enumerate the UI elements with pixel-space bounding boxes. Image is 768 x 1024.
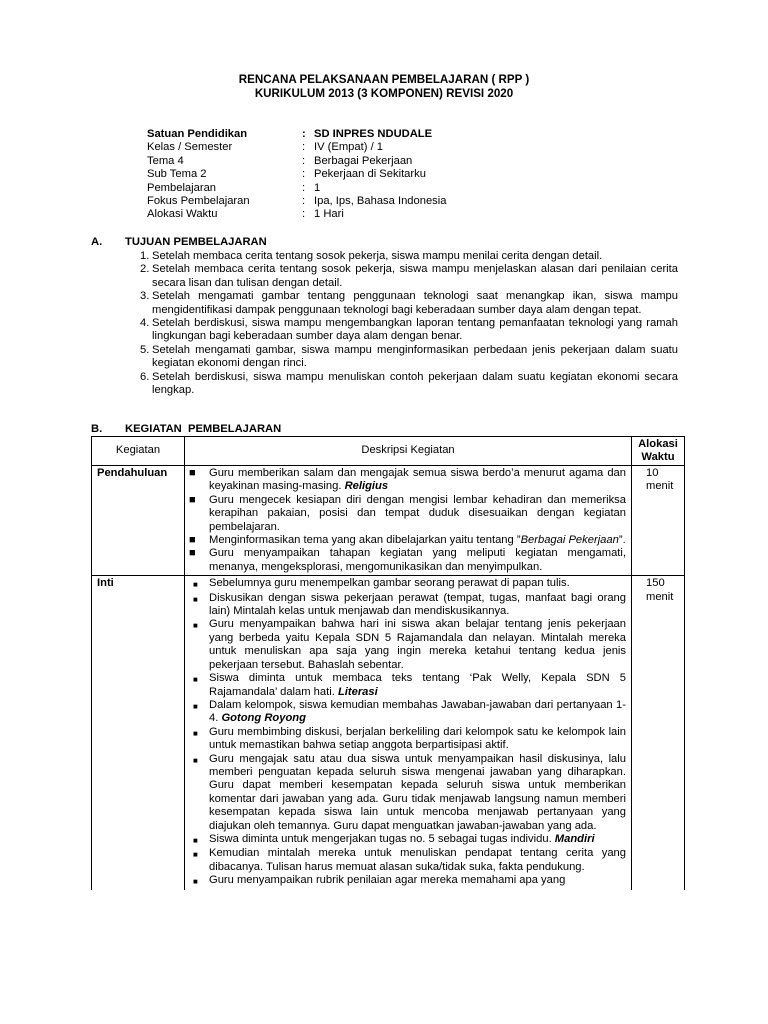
table-row	[92, 466, 685, 576]
list-item	[187, 547, 626, 574]
item-number: 5.	[140, 343, 150, 356]
item-text: Guru menyampaikan bahwa hari ini siswa akan belajar tentang jenis pekerjaan yang berbeda yaitu Kepala SDN 5 Rajamandala dan nelayan. Mintalah mereka untuk menuliskan apa saja yang ingin mereka ketahui tentang kedua jenis pekerjaan tersebut. Bahaslah sebentar.	[209, 618, 626, 671]
item-number: 4.	[140, 317, 150, 330]
info-key: Pembelajaran	[147, 181, 217, 194]
item-text: Diskusikan dengan siswa pekerjaan perawat (tempat, tugas, manfaat bagi orang lain) Mintalah kelas untuk menjawab dan mendiskusikannya.	[209, 591, 626, 618]
deskripsi-cell	[185, 466, 632, 576]
info-row	[147, 182, 446, 195]
list-item	[187, 494, 626, 534]
item-text: Sebelumnya guru menempelkan gambar seorang perawat di papan tulis.	[209, 577, 570, 590]
item-text-post: ”.	[618, 534, 626, 547]
bullet-icon: ■	[193, 877, 198, 887]
alokasi-cell	[632, 466, 685, 576]
kegiatan-label: Inti	[97, 577, 114, 590]
list-item	[128, 250, 678, 263]
item-text: Guru mengajak satu atau dua siswa untuk menyampaikan hasil diskusinya, lalu memberi penguatan kepada seluruh siswa mengenai jawaban yang diharapkan. Guru dapat memberi kesempatan kepada seluruh siswa untuk memberikan komentar dari jawaban yang ada. Guru tidak menjawab langsung namun memberi kesempatan kepada siswa lain untuk mencoba menjawab pertanyaan yang diajukan oleh temannya. Guru dapat menguatkan jawaban-jawaban yang ada.	[209, 752, 626, 832]
item-number: 1.	[140, 250, 150, 262]
info-sep: :	[302, 194, 306, 207]
deskripsi-cell	[185, 576, 632, 890]
info-row	[147, 168, 446, 181]
info-value: Berbagai Pekerjaan	[314, 154, 413, 167]
bullet-icon: ■	[193, 850, 198, 860]
section-title: KEGIATAN PEMBELAJARAN	[125, 423, 282, 435]
info-sep: :	[302, 154, 306, 167]
list-item	[187, 874, 626, 888]
document-title: RENCANA PELAKSANAAN PEMBELAJARAN ( RPP )	[238, 73, 530, 86]
identity-block	[147, 128, 446, 222]
activities-table	[91, 436, 685, 890]
bullet-icon: ■	[193, 621, 198, 631]
item-text-pre: Menginformasikan tema yang akan dibelajarkan yaitu tentang ”	[209, 534, 521, 547]
list-item	[187, 534, 626, 547]
item-number: 6.	[140, 370, 150, 383]
character-tag: Literasi	[337, 685, 378, 698]
info-value: 1	[314, 181, 321, 194]
item-text: Setelah berdiskusi, siswa mampu mengembangkan laporan tentang pemanfaatan teknologi yang ramah lingkungan bagi keberadaan sumber daya alam dengan benar.	[152, 317, 678, 343]
info-key: Kelas / Semester	[147, 141, 233, 154]
info-value: Ipa, Ips, Bahasa Indonesia	[314, 194, 447, 207]
item-text: Setelah mengamati gambar, siswa mampu menginformasikan perbedaan jenis pekerjaan dalam suatu kegiatan ekonomi dengan rinci.	[152, 343, 678, 370]
list-item	[128, 317, 678, 344]
col-header-alokasi: Alokasi Waktu	[632, 437, 685, 466]
item-text: Siswa diminta untuk membaca teks tentang ‘Pak Welly, Kepala SDN 5 Rajamandala’ dalam hati.	[209, 672, 626, 698]
document-subtitle: KURIKULUM 2013 (3 KOMPONEN) REVISI 2020	[254, 87, 514, 100]
list-item	[187, 618, 626, 672]
item-text: Guru menyampaikan rubrik penilaian agar mereka memahami apa yang	[209, 874, 566, 887]
info-row	[147, 128, 446, 141]
bullet-icon: ■	[193, 594, 198, 604]
section-letter: A.	[91, 236, 103, 248]
item-text: Setelah membaca cerita tentang sosok pekerja, siswa mampu menjelaskan alasan dari penilaian cerita secara lisan dan tulisan dengan detail.	[152, 263, 678, 289]
list-item	[187, 726, 626, 753]
info-row	[147, 208, 446, 221]
list-item	[187, 833, 626, 847]
table-header-row	[92, 437, 685, 466]
list-item	[187, 699, 626, 726]
info-sep: :	[302, 128, 306, 140]
list-item	[128, 290, 678, 317]
bullet-icon: ■	[193, 728, 198, 738]
character-tag: Mandiri	[554, 832, 595, 845]
bullet-icon: ■	[193, 580, 198, 590]
info-key: Sub Tema 2	[147, 168, 207, 181]
list-item	[187, 577, 626, 591]
info-row	[147, 141, 446, 154]
kegiatan-label: Pendahuluan	[97, 467, 168, 479]
item-text: Siswa diminta untuk mengerjakan tugas no. 5 sebagai tugas individu.	[209, 832, 552, 845]
info-value: Pekerjaan di Sekitarku	[314, 168, 426, 181]
alokasi-cell	[632, 576, 685, 890]
alokasi-unit: menit	[646, 590, 674, 603]
alokasi-unit: menit	[646, 480, 674, 493]
alokasi-number: 150	[646, 577, 665, 590]
item-text: Setelah membaca cerita tentang sosok pekerja, siswa mampu menilai cerita dengan detail.	[152, 250, 603, 262]
info-sep: :	[302, 181, 306, 194]
alokasi-number: 10	[646, 467, 659, 479]
bullet-icon: ■	[193, 675, 198, 685]
list-item	[128, 263, 678, 290]
item-number: 3.	[140, 290, 150, 303]
info-key: Satuan Pendidikan	[147, 128, 248, 140]
list-item	[187, 467, 626, 494]
info-value: SD INPRES NDUDALE	[314, 128, 433, 140]
info-key: Tema 4	[147, 154, 184, 167]
list-item	[187, 672, 626, 699]
list-item	[187, 847, 626, 874]
list-item	[187, 753, 626, 833]
character-tag: Gotong Royong	[221, 712, 306, 725]
bullet-icon: ■	[193, 701, 198, 711]
item-text: Guru memberikan salam dan mengajak semua siswa berdo’a menurut agama dan keyakinan masing-masing.	[209, 467, 626, 493]
bullet-icon: ■	[193, 755, 198, 765]
info-key: Fokus Pembelajaran	[147, 194, 250, 207]
list-item	[187, 592, 626, 619]
info-sep: :	[302, 208, 306, 221]
activity-list	[187, 577, 626, 888]
activity-list	[187, 467, 626, 574]
kegiatan-cell	[92, 466, 185, 576]
list-item	[128, 344, 678, 371]
col-header-deskripsi: Deskripsi Kegiatan	[185, 437, 632, 466]
item-text: Guru mengecek kesiapan diri dengan mengisi lembar kehadiran dan memeriksa kerapihan pakaian, posisi dan tempat duduk disesuaikan dengan kegiatan pembelajaran.	[209, 493, 626, 533]
item-text-italic: Berbagai Pekerjaan	[520, 534, 619, 547]
item-text: Setelah berdiskusi, siswa mampu menuliskan contoh pekerjaan dalam suatu kegiatan ekonomi secara lengkap.	[152, 370, 678, 397]
section-letter: B.	[91, 423, 103, 435]
list-item	[128, 371, 678, 398]
item-text: Dalam kelompok, siswa kemudian membahas Jawaban-jawaban dari pertanyaan 1-4.	[209, 698, 626, 725]
col-header-kegiatan: Kegiatan	[92, 437, 185, 466]
bullet-icon: ■	[189, 534, 196, 547]
item-text: Guru membimbing diskusi, berjalan berkeliling dari kelompok satu ke kelompok lain untuk memastikan bahwa setiap anggota berpartisipasi aktif.	[209, 725, 626, 752]
info-key: Alokasi Waktu	[147, 208, 218, 221]
bullet-icon: ■	[193, 835, 198, 845]
section-title: TUJUAN PEMBELAJARAN	[125, 236, 267, 248]
info-row	[147, 195, 446, 208]
info-sep: :	[302, 141, 306, 154]
info-sep: :	[302, 168, 306, 181]
bullet-icon: ■	[189, 493, 196, 506]
item-text: Setelah mengamati gambar tentang penggunaan teknologi saat menangkap ikan, siswa mampu mengidentifikasi dampak penggunaan teknologi bagi keberadaan sumber daya alam dengan tepat.	[152, 290, 678, 316]
table-row	[92, 576, 685, 890]
kegiatan-cell	[92, 576, 185, 890]
bullet-icon: ■	[189, 467, 196, 479]
info-value: 1 Hari	[314, 208, 344, 221]
item-text: Kemudian mintalah mereka untuk menuliskan pendapat tentang cerita yang dibacanya. Tulisan harus memuat alasan suka/tidak suka, fakta pendukung.	[209, 847, 626, 873]
item-number: 2.	[140, 263, 150, 276]
info-value: IV (Empat) / 1	[314, 141, 384, 154]
info-row	[147, 155, 446, 168]
bullet-icon: ■	[189, 547, 196, 560]
character-tag: Religius	[344, 480, 389, 493]
objectives-list	[128, 250, 678, 397]
item-text: Guru menyampaikan tahapan kegiatan yang meliputi kegiatan mengamati, menanya, mengeksplorasi, mengomunikasikan dan menyimpulkan.	[209, 547, 626, 573]
